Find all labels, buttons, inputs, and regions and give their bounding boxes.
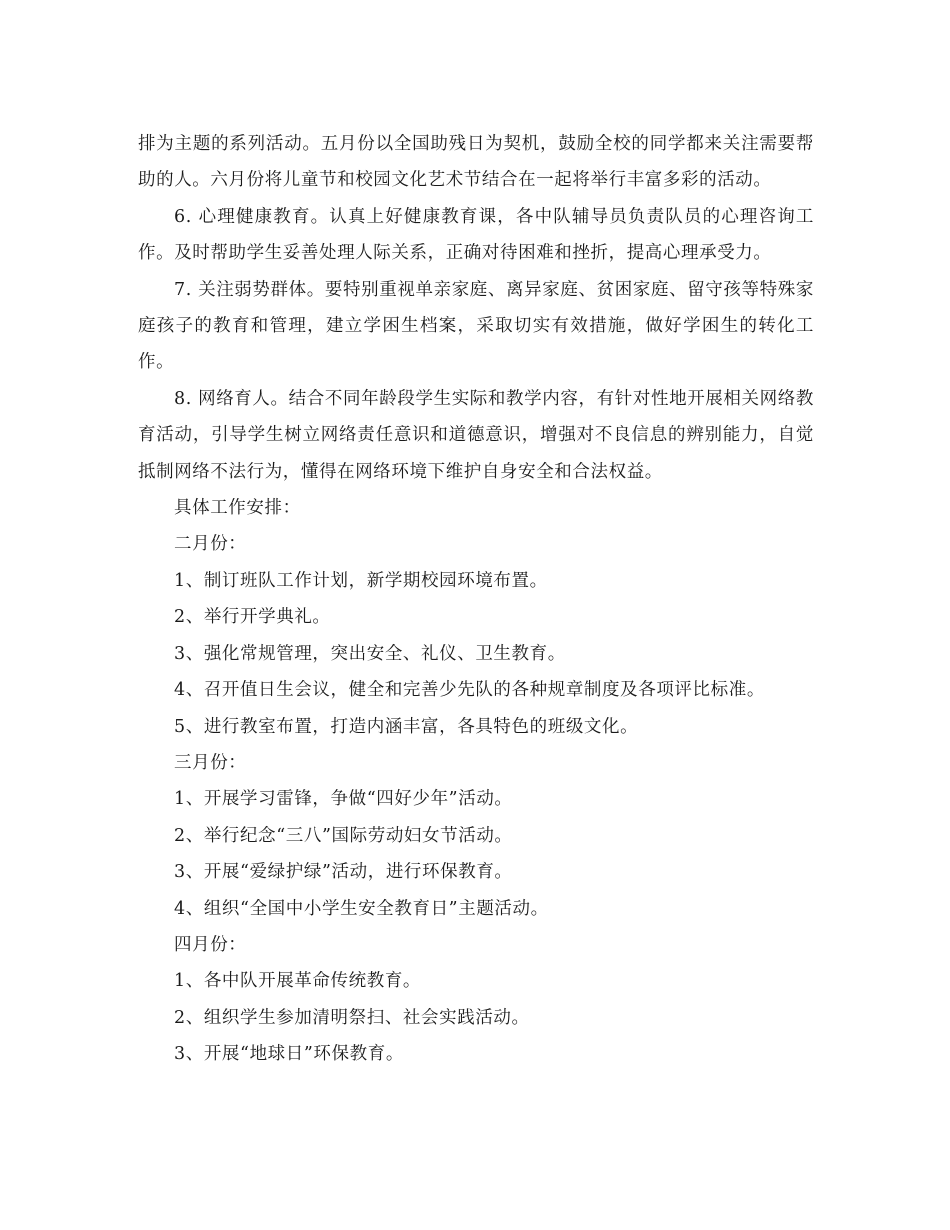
paragraph-themed-activities: 排为主题的系列活动。五月份以全国助残日为契机，鼓励全校的同学都来关注需要帮助的人。六月份将儿童节和校园文化艺术节结合在一起将举行丰富多彩的活动。 — [138, 134, 814, 191]
month-heading-february: 二月份： — [174, 534, 247, 555]
list-item: 2、组织学生参加清明祭扫、社会实践活动。 — [174, 1007, 530, 1028]
list-item: 2、举行纪念“三八”国际劳动妇女节活动。 — [174, 825, 513, 846]
list-item: 1、开展学习雷锋，争做“四好少年”活动。 — [174, 789, 513, 810]
list-item: 4、召开值日生会议，健全和完善少先队的各种规章制度及各项评比标准。 — [174, 680, 765, 701]
list-item: 3、强化常规管理，突出安全、礼仪、卫生教育。 — [174, 643, 566, 664]
list-item: 4、组织“全国中小学生安全教育日”主题活动。 — [174, 898, 549, 919]
paragraph-vulnerable-groups: 7. 关注弱势群体。要特别重视单亲家庭、离异家庭、贫困家庭、留守孩等特殊家庭孩子的教育和管理，建立学困生档案，采取切实有效措施，做好学困生的转化工作。 — [138, 279, 814, 373]
list-item: 1、各中队开展革命传统教育。 — [174, 971, 422, 992]
list-item: 2、举行开学典礼。 — [174, 607, 331, 628]
list-item: 3、开展“爱绿护绿”活动，进行环保教育。 — [174, 862, 513, 883]
list-item: 5、进行教室布置，打造内涵丰富，各具特色的班级文化。 — [174, 716, 639, 737]
month-heading-april: 四月份： — [174, 934, 247, 955]
section-heading-work-arrangement: 具体工作安排： — [174, 498, 301, 519]
document-body — [138, 126, 814, 1073]
month-heading-march: 三月份： — [174, 752, 247, 773]
paragraph-network-education: 8. 网络育人。结合不同年龄段学生实际和教学内容，有针对性地开展相关网络教育活动，引导学生树立网络责任意识和道德意识，增强对不良信息的辨别能力，自觉抵制网络不法行为，懂得在网络环境下维护自身安全和合法权益。 — [138, 388, 814, 482]
list-item: 3、开展“地球日”环保教育。 — [174, 1044, 404, 1065]
paragraph-mental-health: 6. 心理健康教育。认真上好健康教育课，各中队辅导员负责队员的心理咨询工作。及时帮助学生妥善处理人际关系，正确对待困难和挫折，提高心理承受力。 — [138, 206, 814, 264]
list-item: 1、制订班队工作计划，新学期校园环境布置。 — [174, 570, 548, 591]
